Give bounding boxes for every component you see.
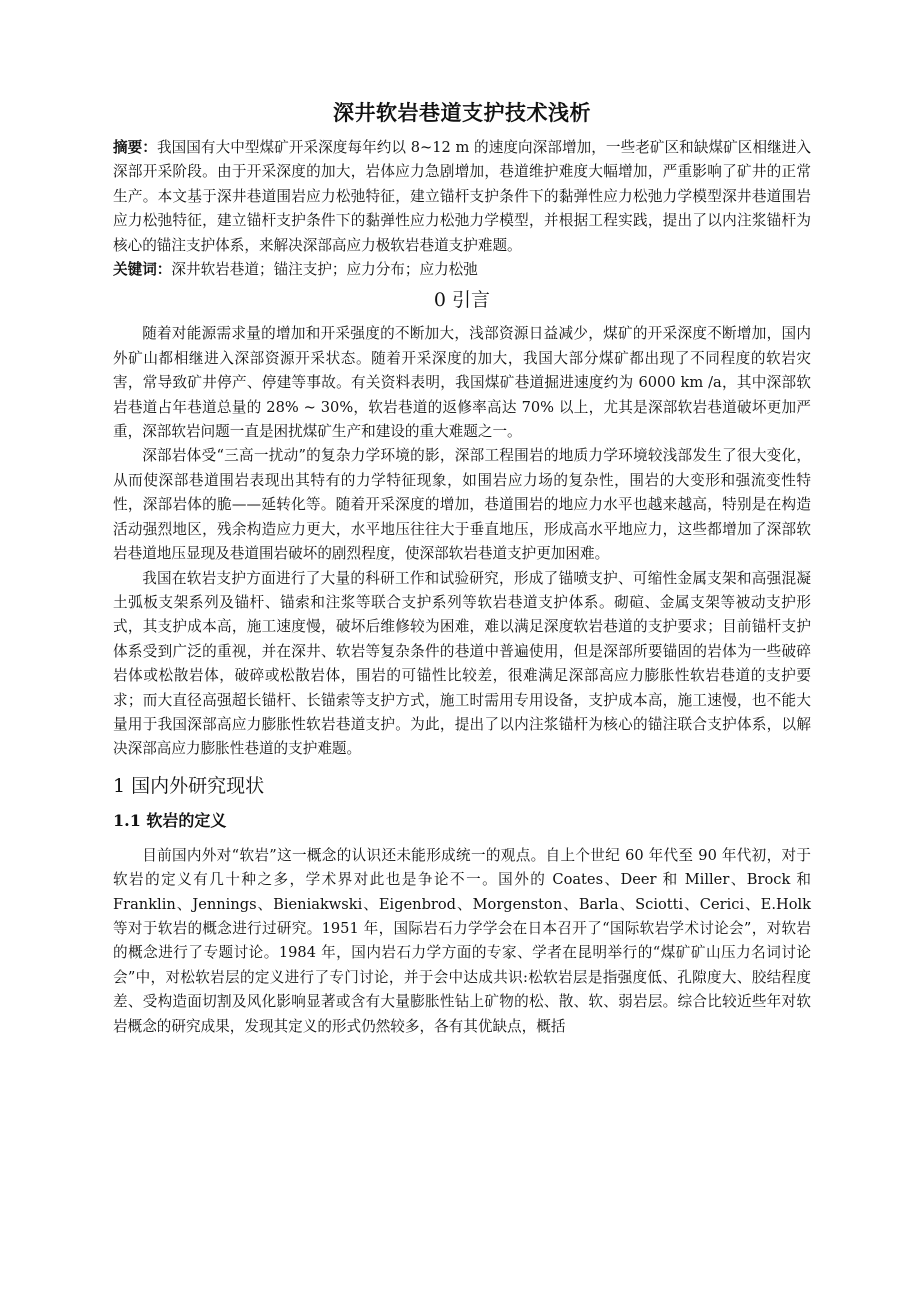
subsection-heading-soft-rock-definition: 1.1 软岩的定义 xyxy=(113,810,227,830)
section-heading-research-status: 1 国内外研究现状 xyxy=(113,774,265,797)
keywords-text: 深井软岩巷道；锚注支护；应力分布；应力松弛 xyxy=(171,261,478,279)
paragraph: 我国在软岩支护方面进行了大量的科研工作和试验研究，形成了锚喷支护、可缩性金属支架和高强混凝土弧板支架系列及锚杆、锚索和注浆等联合支护系列等软岩巷道支护体系。砌碹、金属支架等被动支护形式，其支护成本高，施工速度慢，破坏后维修较为困难，难以满足深度软岩巷道的支护要求；目前锚杆支护体系受到广泛的重视，并在深井、软岩等复杂条件的巷道中普遍使用，但是深部所要锚固的岩体为一些破碎岩体或松散岩体，破碎或松散岩体，围岩的可锚性比较差，很难满足深部高应力膨胀性软岩巷道的支护要求；而大直径高强超长锚杆、长锚索等支护方式，施工时需用专用设备，支护成本高，施工速慢，也不能大量用于我国深部高应力膨胀性软岩巷道支护。为此，提出了以内注浆锚杆为核心的锚注联合支护体系，以解决深部高应力膨胀性巷道的支护难题。 xyxy=(113,569,811,758)
paragraph: 目前国内外对“软岩”这一概念的认识还未能形成统一的观点。自上个世纪 60 年代至 90 年代初，对于软岩的定义有几十种之多，学术界对此也是争论不一。国外的 Coates、Deer 和 Miller、Brock 和 Franklin、Jennings、Bieniakwski、Eigenbrod、Morgenston、Barla、Sciotti、Cerici、E.Holk 等对于软岩的概念进行过研究。1951 年，国际岩石力学学会在日本召开了“国际软岩学术讨论会”，对软岩的概念进行了专题讨论。1984 年，国内岩石力学方面的专家、学者在昆明举行的“煤矿矿山压力名词讨论会”中，对松软岩层的定义进行了专门讨论，并于会中达成共识:松软岩层是指强度低、孔隙度大、胶结程度差、受构造面切割及风化影响显著或含有大量膨胀性钻上矿物的松、散、软、弱岩层。综合比较近些年对软岩概念的研究成果，发现其定义的形式仍然较多，各有其优缺点，概括 xyxy=(113,846,811,1035)
section-heading-introduction: 0 引言 xyxy=(433,289,491,312)
paragraph: 深部岩体受“三高一扰动”的复杂力学环境的影，深部工程围岩的地质力学环境较浅部发生了很大变化，从而使深部巷道围岩表现出其特有的力学特征现象，如围岩应力场的复杂性，围岩的大变形和强流变性特性，深部岩体的脆——延转化等。随着开采深度的增加，巷道围岩的地应力水平也越来越高，特别是在构造活动强烈地区，残余构造应力更大，水平地压往往大于垂直地压，形成高水平地应力，这些都增加了深部软岩巷道地压显现及巷道围岩破坏的剧烈程度，使深部软岩巷道支护更加困难。 xyxy=(113,447,811,563)
keywords-label: 关键词： xyxy=(113,261,172,279)
keywords xyxy=(113,258,811,282)
document-title: 深井软岩巷道支护技术浅析 xyxy=(333,100,591,125)
paragraph: 随着对能源需求量的增加和开采强度的不断加大，浅部资源日益减少，煤矿的开采深度不断增加，国内外矿山都相继进入深部资源开采状态。随着开采深度的加大，我国大部分煤矿都出现了不同程度的软岩灾害，常导致矿井停产、停建等事故。有关资料表明，我国煤矿巷道掘进速度约为 6000 km /a，其中深部软岩巷道占年巷道总量的 28% ~ 30%，软岩巷道的返修率高达 70% 以上，尤其是深部软岩巷道破坏更加严重，深部软岩问题一直是困扰煤矿生产和建设的重大难题之一。 xyxy=(113,325,811,441)
abstract-label: 摘要： xyxy=(113,139,157,156)
abstract xyxy=(113,136,811,258)
document-page xyxy=(113,98,811,1039)
abstract-text: 我国国有大中型煤矿开采深度每年约以 8~12 m 的速度向深部增加，一些老矿区和缺煤矿区相继进入深部开采阶段。由于开采深度的加大，岩体应力急剧增加，巷道维护难度大幅增加，严重影响了矿井的正常生产。本文基于深井巷道围岩应力松弛特征，建立锚杆支护条件下的黏弹性应力松弛力学模型深井巷道围岩应力松弛特征，建立锚杆支护条件下的黏弹性应力松弛力学模型，并根据工程实践，提出了以内注浆锚杆为核心的锚注支护体系，来解决深部高应力极软岩巷道支护难题。 xyxy=(113,139,811,254)
